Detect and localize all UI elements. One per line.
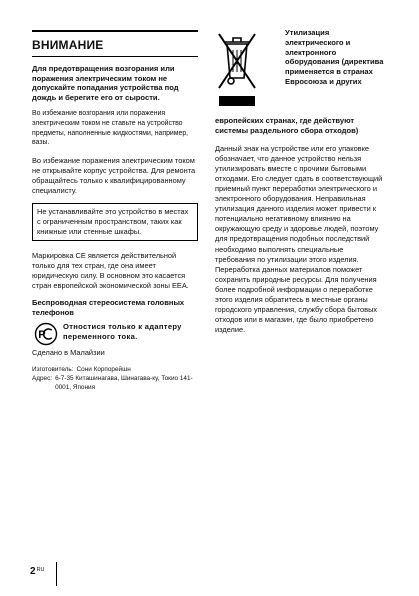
manufacturer-label: Изготовитель: (32, 365, 74, 373)
weee-heading: Утилизация электрического и электронного оборудования (директива применяется в странах Евросоюза и других (285, 28, 384, 86)
weee-body-text: Данный знак на устройстве или его упаковке обозначает, что данное устройство нельзя утилизировать вместе с прочими бытовыми отходами. Его следует сдать в соответствующий приемный пункт переработки электрического и электронного оборудования. Неправильная утилизация данного изделия может привести к потенциально негативному влиянию на окружающую среду и здоровье людей, поэтому для предотвращения подобных последствий необходимо выполнять специальные требования по утилизации этого изделия. Переработка данных материалов поможет сохранить природные ресурсы. Для получения более подробной информации о переработке этого изделия обратитесь в местные органы городского управления, службу сбора бытовых отходов или в магазин, где было приобретено изделие. (215, 143, 383, 335)
right-column (215, 28, 385, 335)
weee-block (215, 28, 385, 116)
manufacturer-block (32, 365, 198, 392)
address-value: 6-7-35 Киташинагава, Шинагава-ку, Токио 141-0001, Япония (55, 374, 193, 391)
crossed-out-wheelie-bin-icon (215, 28, 259, 110)
page-number-divider (56, 562, 57, 586)
heading-rule-bottom (32, 56, 198, 57)
manufacturer-value: Сони Корпорейшн (76, 365, 131, 373)
heading-rule-top (32, 30, 198, 32)
page-number (30, 566, 45, 577)
page-number-value: 2 (30, 566, 36, 577)
pc-mark-text: Отностися только к адаптеру переменного тока. (63, 321, 182, 341)
address-row (32, 374, 198, 392)
fire-warning: Во избежание возгорания или поражения электрическим током не ставьте на устройство предметы, наполненные жидкостями, например, вазы. (32, 110, 189, 147)
weee-heading-continued: европейских странах, где действуют системы раздельного сбора отходов) (215, 116, 359, 135)
rain-warning: Для предотвращения возгорания или поражения электрическим током не допускайте попадания устройства под дождь и берегите его от сырости. (32, 64, 179, 102)
made-in-text: Сделано в Малайзии (32, 347, 105, 357)
pc-mark-block (32, 322, 198, 346)
left-column (32, 30, 198, 392)
installation-note-box: Не устанавливайте это устройство в местах с ограниченным пространством, таких как книжные или стенные шкафы. (32, 203, 198, 241)
ce-marking-text: Маркировка CE является действительной только для тех стран, где она имеет юридическую силу. В основном это касается стран европейской экономической зоны EEA. (32, 250, 189, 290)
warning-heading: ВНИМАНИЕ (32, 38, 104, 52)
product-heading: Беспроводная стереосистема головных телефонов (32, 297, 185, 317)
pct-certification-mark-icon (34, 322, 58, 346)
manufacturer-row (32, 365, 198, 374)
page-language-code: RU (36, 567, 45, 573)
address-label: Адрес: (32, 374, 53, 382)
svg-text:P: P (38, 328, 46, 341)
shock-warning: Во избежание поражения электрическим током не открывайте корпус устройства. Для ремонта обращайтесь только к квалифицированному специалисту. (32, 155, 196, 195)
